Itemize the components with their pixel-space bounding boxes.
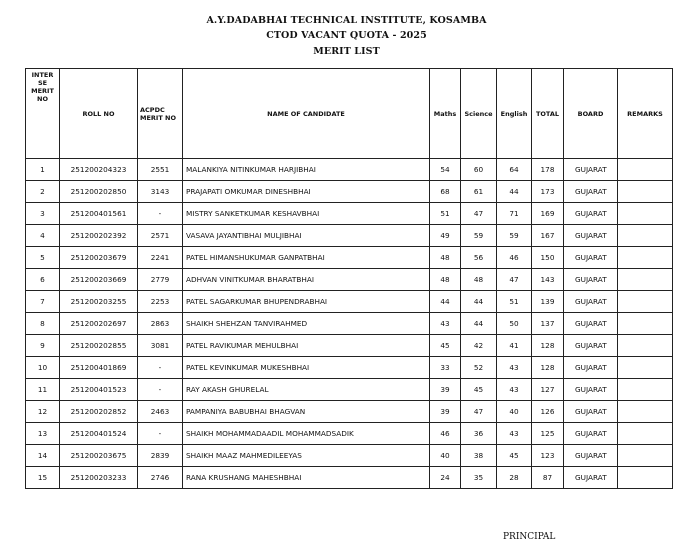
science-cell: 42 <box>461 335 497 357</box>
merit-no-cell: 11 <box>26 379 60 401</box>
total-cell: 123 <box>532 445 564 467</box>
table-row <box>26 357 673 379</box>
total-cell: 128 <box>532 335 564 357</box>
roll-no-cell: 251200202850 <box>60 181 138 203</box>
english-cell: 40 <box>497 401 532 423</box>
english-cell: 59 <box>497 225 532 247</box>
remarks-cell <box>618 423 673 445</box>
total-cell: 167 <box>532 225 564 247</box>
acpdc-cell: 2463 <box>138 401 183 423</box>
table-row <box>26 467 673 489</box>
acpdc-cell: 3143 <box>138 181 183 203</box>
science-cell: 60 <box>461 159 497 181</box>
candidate-name-cell: MALANKIYA NITINKUMAR HARJIBHAI <box>183 159 430 181</box>
merit-no-cell: 14 <box>26 445 60 467</box>
acpdc-cell: 2241 <box>138 247 183 269</box>
candidate-name-cell: PATEL HIMANSHUKUMAR GANPATBHAI <box>183 247 430 269</box>
table-row <box>26 379 673 401</box>
remarks-cell <box>618 379 673 401</box>
acpdc-cell: 2253 <box>138 291 183 313</box>
header-science: Science <box>461 69 497 159</box>
maths-cell: 54 <box>430 159 461 181</box>
acpdc-cell: - <box>138 357 183 379</box>
roll-no-cell: 251200203255 <box>60 291 138 313</box>
remarks-cell <box>618 445 673 467</box>
acpdc-cell: 2551 <box>138 159 183 181</box>
table-row <box>26 181 673 203</box>
candidate-name-cell: PATEL RAVIKUMAR MEHULBHAI <box>183 335 430 357</box>
board-cell: GUJARAT <box>564 269 618 291</box>
table-row <box>26 247 673 269</box>
total-cell: 126 <box>532 401 564 423</box>
roll-no-cell: 251200203675 <box>60 445 138 467</box>
acpdc-cell: 3081 <box>138 335 183 357</box>
total-cell: 137 <box>532 313 564 335</box>
roll-no-cell: 251200203669 <box>60 269 138 291</box>
roll-no-cell: 251200202392 <box>60 225 138 247</box>
roll-no-cell: 251200401523 <box>60 379 138 401</box>
header-roll-no: ROLL NO <box>60 69 138 159</box>
total-cell: 87 <box>532 467 564 489</box>
maths-cell: 39 <box>430 379 461 401</box>
board-cell: GUJARAT <box>564 379 618 401</box>
board-cell: GUJARAT <box>564 181 618 203</box>
merit-list-heading: MERIT LIST <box>313 46 380 57</box>
remarks-cell <box>618 335 673 357</box>
board-cell: GUJARAT <box>564 247 618 269</box>
science-cell: 35 <box>461 467 497 489</box>
roll-no-cell: 251200401561 <box>60 203 138 225</box>
science-cell: 44 <box>461 313 497 335</box>
total-cell: 150 <box>532 247 564 269</box>
table-row <box>26 445 673 467</box>
header-name-of-candidate: NAME OF CANDIDATE <box>183 69 430 159</box>
remarks-cell <box>618 291 673 313</box>
maths-cell: 48 <box>430 269 461 291</box>
remarks-cell <box>618 203 673 225</box>
acpdc-cell: 2863 <box>138 313 183 335</box>
science-cell: 38 <box>461 445 497 467</box>
table-body <box>26 159 673 489</box>
acpdc-cell: - <box>138 423 183 445</box>
acpdc-cell: - <box>138 379 183 401</box>
candidate-name-cell: PAMPANIYA BABUBHAI BHAGVAN <box>183 401 430 423</box>
remarks-cell <box>618 159 673 181</box>
board-cell: GUJARAT <box>564 203 618 225</box>
merit-no-cell: 3 <box>26 203 60 225</box>
english-cell: 71 <box>497 203 532 225</box>
roll-no-cell: 251200203679 <box>60 247 138 269</box>
science-cell: 47 <box>461 401 497 423</box>
english-cell: 43 <box>497 357 532 379</box>
english-cell: 50 <box>497 313 532 335</box>
merit-no-cell: 7 <box>26 291 60 313</box>
science-cell: 52 <box>461 357 497 379</box>
acpdc-cell: 2779 <box>138 269 183 291</box>
total-cell: 128 <box>532 357 564 379</box>
header-total: TOTAL <box>532 69 564 159</box>
maths-cell: 48 <box>430 247 461 269</box>
board-cell: GUJARAT <box>564 159 618 181</box>
roll-no-cell: 251200202697 <box>60 313 138 335</box>
english-cell: 41 <box>497 335 532 357</box>
merit-no-cell: 2 <box>26 181 60 203</box>
table-row <box>26 291 673 313</box>
science-cell: 48 <box>461 269 497 291</box>
table-header-row <box>26 69 673 159</box>
merit-list-table <box>25 68 673 489</box>
remarks-cell <box>618 181 673 203</box>
roll-no-cell: 251200401869 <box>60 357 138 379</box>
table-row <box>26 335 673 357</box>
english-cell: 45 <box>497 445 532 467</box>
board-cell: GUJARAT <box>564 313 618 335</box>
header-remarks: REMARKS <box>618 69 673 159</box>
roll-no-cell: 251200203233 <box>60 467 138 489</box>
merit-no-cell: 1 <box>26 159 60 181</box>
maths-cell: 46 <box>430 423 461 445</box>
english-cell: 43 <box>497 379 532 401</box>
board-cell: GUJARAT <box>564 445 618 467</box>
candidate-name-cell: PATEL SAGARKUMAR BHUPENDRABHAI <box>183 291 430 313</box>
institute-title: A.Y.DADABHAI TECHNICAL INSTITUTE, KOSAMBA <box>206 15 487 26</box>
acpdc-cell: 2571 <box>138 225 183 247</box>
science-cell: 44 <box>461 291 497 313</box>
merit-no-cell: 9 <box>26 335 60 357</box>
science-cell: 47 <box>461 203 497 225</box>
merit-no-cell: 13 <box>26 423 60 445</box>
english-cell: 28 <box>497 467 532 489</box>
science-cell: 59 <box>461 225 497 247</box>
candidate-name-cell: PRAJAPATI OMKUMAR DINESHBHAI <box>183 181 430 203</box>
header-maths: Maths <box>430 69 461 159</box>
total-cell: 169 <box>532 203 564 225</box>
board-cell: GUJARAT <box>564 401 618 423</box>
maths-cell: 51 <box>430 203 461 225</box>
remarks-cell <box>618 467 673 489</box>
english-cell: 51 <box>497 291 532 313</box>
maths-cell: 43 <box>430 313 461 335</box>
maths-cell: 68 <box>430 181 461 203</box>
remarks-cell <box>618 357 673 379</box>
roll-no-cell: 251200401524 <box>60 423 138 445</box>
candidate-name-cell: RAY AKASH GHURELAL <box>183 379 430 401</box>
board-cell: GUJARAT <box>564 467 618 489</box>
merit-no-cell: 15 <box>26 467 60 489</box>
total-cell: 173 <box>532 181 564 203</box>
total-cell: 143 <box>532 269 564 291</box>
table-row <box>26 203 673 225</box>
total-cell: 125 <box>532 423 564 445</box>
board-cell: GUJARAT <box>564 335 618 357</box>
science-cell: 45 <box>461 379 497 401</box>
remarks-cell <box>618 313 673 335</box>
science-cell: 36 <box>461 423 497 445</box>
candidate-name-cell: VASAVA JAYANTIBHAI MULJIBHAI <box>183 225 430 247</box>
total-cell: 178 <box>532 159 564 181</box>
merit-no-cell: 5 <box>26 247 60 269</box>
total-cell: 127 <box>532 379 564 401</box>
candidate-name-cell: SHAIKH SHEHZAN TANVIRAHMED <box>183 313 430 335</box>
table-row <box>26 423 673 445</box>
english-cell: 44 <box>497 181 532 203</box>
header-inter-se-merit-no: INTER SE MERIT NO <box>26 69 60 159</box>
science-cell: 61 <box>461 181 497 203</box>
table-row <box>26 401 673 423</box>
board-cell: GUJARAT <box>564 225 618 247</box>
merit-no-cell: 8 <box>26 313 60 335</box>
maths-cell: 40 <box>430 445 461 467</box>
total-cell: 139 <box>532 291 564 313</box>
acpdc-cell: - <box>138 203 183 225</box>
merit-no-cell: 12 <box>26 401 60 423</box>
board-cell: GUJARAT <box>564 423 618 445</box>
candidate-name-cell: SHAIKH MAAZ MAHMEDILEEYAS <box>183 445 430 467</box>
roll-no-cell: 251200204323 <box>60 159 138 181</box>
acpdc-cell: 2839 <box>138 445 183 467</box>
merit-no-cell: 6 <box>26 269 60 291</box>
header-english: English <box>497 69 532 159</box>
header-board: BOARD <box>564 69 618 159</box>
english-cell: 46 <box>497 247 532 269</box>
roll-no-cell: 251200202855 <box>60 335 138 357</box>
board-cell: GUJARAT <box>564 357 618 379</box>
board-cell: GUJARAT <box>564 291 618 313</box>
candidate-name-cell: ADHVAN VINITKUMAR BHARATBHAI <box>183 269 430 291</box>
table-row <box>26 225 673 247</box>
candidate-name-cell: PATEL KEVINKUMAR MUKESHBHAI <box>183 357 430 379</box>
english-cell: 64 <box>497 159 532 181</box>
maths-cell: 49 <box>430 225 461 247</box>
maths-cell: 24 <box>430 467 461 489</box>
table-row <box>26 269 673 291</box>
merit-no-cell: 10 <box>26 357 60 379</box>
header-acpdc-merit-no: ACPDC MERIT NO <box>138 69 183 159</box>
remarks-cell <box>618 401 673 423</box>
maths-cell: 45 <box>430 335 461 357</box>
acpdc-cell: 2746 <box>138 467 183 489</box>
quota-subtitle: CTOD VACANT QUOTA - 2025 <box>266 30 427 41</box>
science-cell: 56 <box>461 247 497 269</box>
remarks-cell <box>618 269 673 291</box>
english-cell: 43 <box>497 423 532 445</box>
candidate-name-cell: SHAIKH MOHAMMADAADIL MOHAMMADSADIK <box>183 423 430 445</box>
remarks-cell <box>618 247 673 269</box>
maths-cell: 39 <box>430 401 461 423</box>
merit-no-cell: 4 <box>26 225 60 247</box>
table-row <box>26 159 673 181</box>
roll-no-cell: 251200202852 <box>60 401 138 423</box>
candidate-name-cell: RANA KRUSHANG MAHESHBHAI <box>183 467 430 489</box>
candidate-name-cell: MISTRY SANKETKUMAR KESHAVBHAI <box>183 203 430 225</box>
english-cell: 47 <box>497 269 532 291</box>
table-row <box>26 313 673 335</box>
principal-signature-label: PRINCIPAL <box>503 532 556 542</box>
remarks-cell <box>618 225 673 247</box>
maths-cell: 33 <box>430 357 461 379</box>
maths-cell: 44 <box>430 291 461 313</box>
